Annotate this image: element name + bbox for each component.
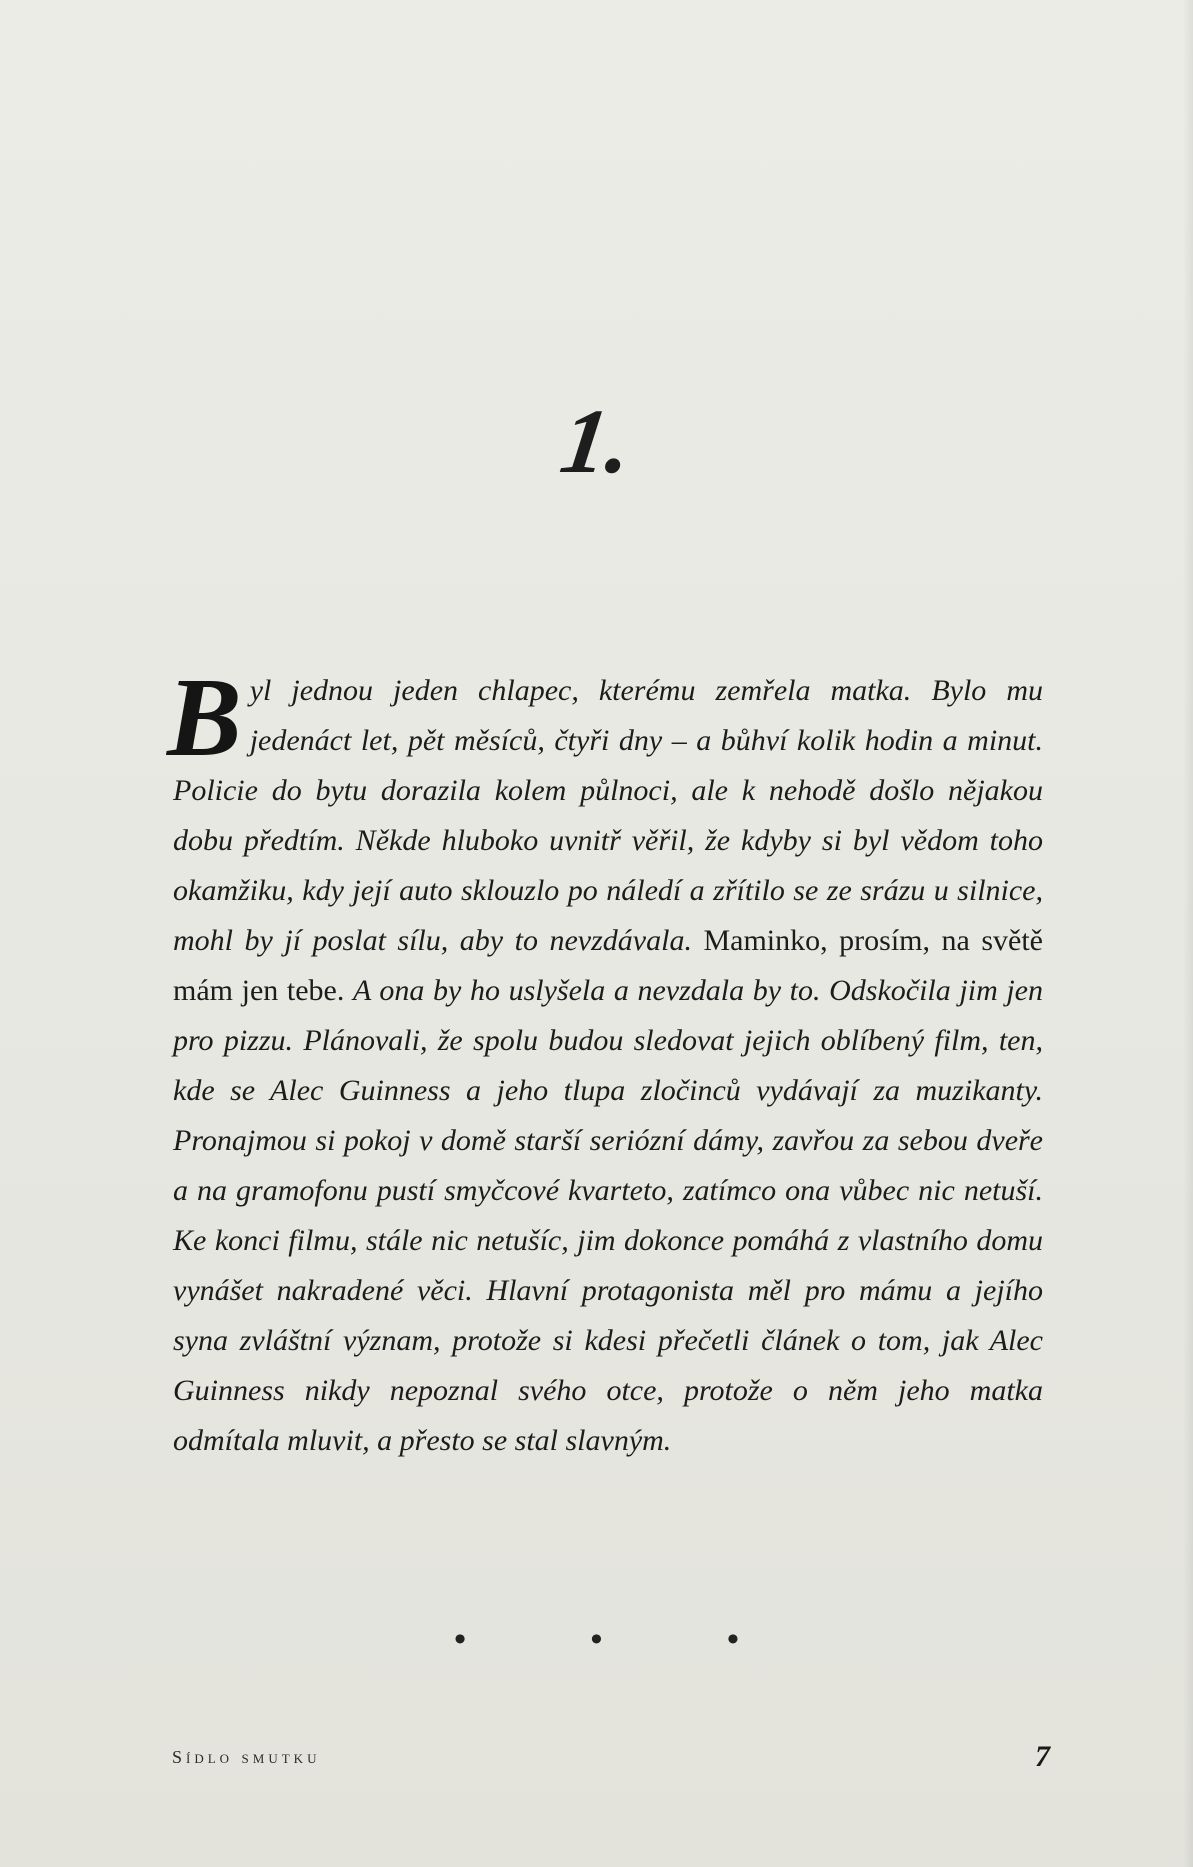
paragraph-text-italic-2: A ona by ho uslyšela a nevzdala by to. Odskočila jim jen pro pizzu. Plánovali, že spolu budou sledovat jejich oblíbený film, ten, kde se Alec Guinness a jeho tlupa zločinců vydávají za muzikanty. Pronajmou si pokoj v domě starší seriózní dámy, zavřou za sebou dveře a na gramofonu pustí smyčcové kvarteto, zatímco ona vůbec nic netuší. Ke konci filmu, stále nic netušíc, jim dokonce pomáhá z vlastního domu vynášet nakradené věci. Hlavní protagonista měl pro mámu a jejího syna zvláštní význam, protože si kdesi přečetli článek o tom, jak Alec Guinness nikdy nepoznal svého otce, protože o něm jeho matka odmítala mluvit, a přesto se stal slavným.: [173, 974, 1044, 1457]
page-number: 7: [1035, 1740, 1050, 1773]
paragraph-text-italic-1: yl jednou jeden chlapec, kterému zemřela matka. Bylo mu jedenáct let, pět měsíců, čtyři dny – a bůhví kolik hodin a minut. Policie do bytu dorazila kolem půlnoci, ale k nehodě došlo nějakou dobu předtím. Někde hluboko uvnitř věřil, že kdyby si byl vědom toho okamžiku, kdy její auto sklouzlo po náledí a zřítilo se ze srázu u silnice, mohl by jí poslat sílu, aby to nevzdávala.: [173, 674, 1043, 957]
chapter-number: 1.: [554, 390, 639, 492]
section-separator: • • •: [454, 1621, 797, 1658]
page-edge-shadow: [1183, 0, 1193, 1867]
chapter-paragraph: [167, 656, 1044, 1466]
paragraph-text-roman: Maminko, prosím, na světě mám jen tebe.: [173, 924, 1044, 1007]
running-title: Sídlo smutku: [172, 1747, 321, 1767]
drop-cap: B: [167, 656, 242, 780]
